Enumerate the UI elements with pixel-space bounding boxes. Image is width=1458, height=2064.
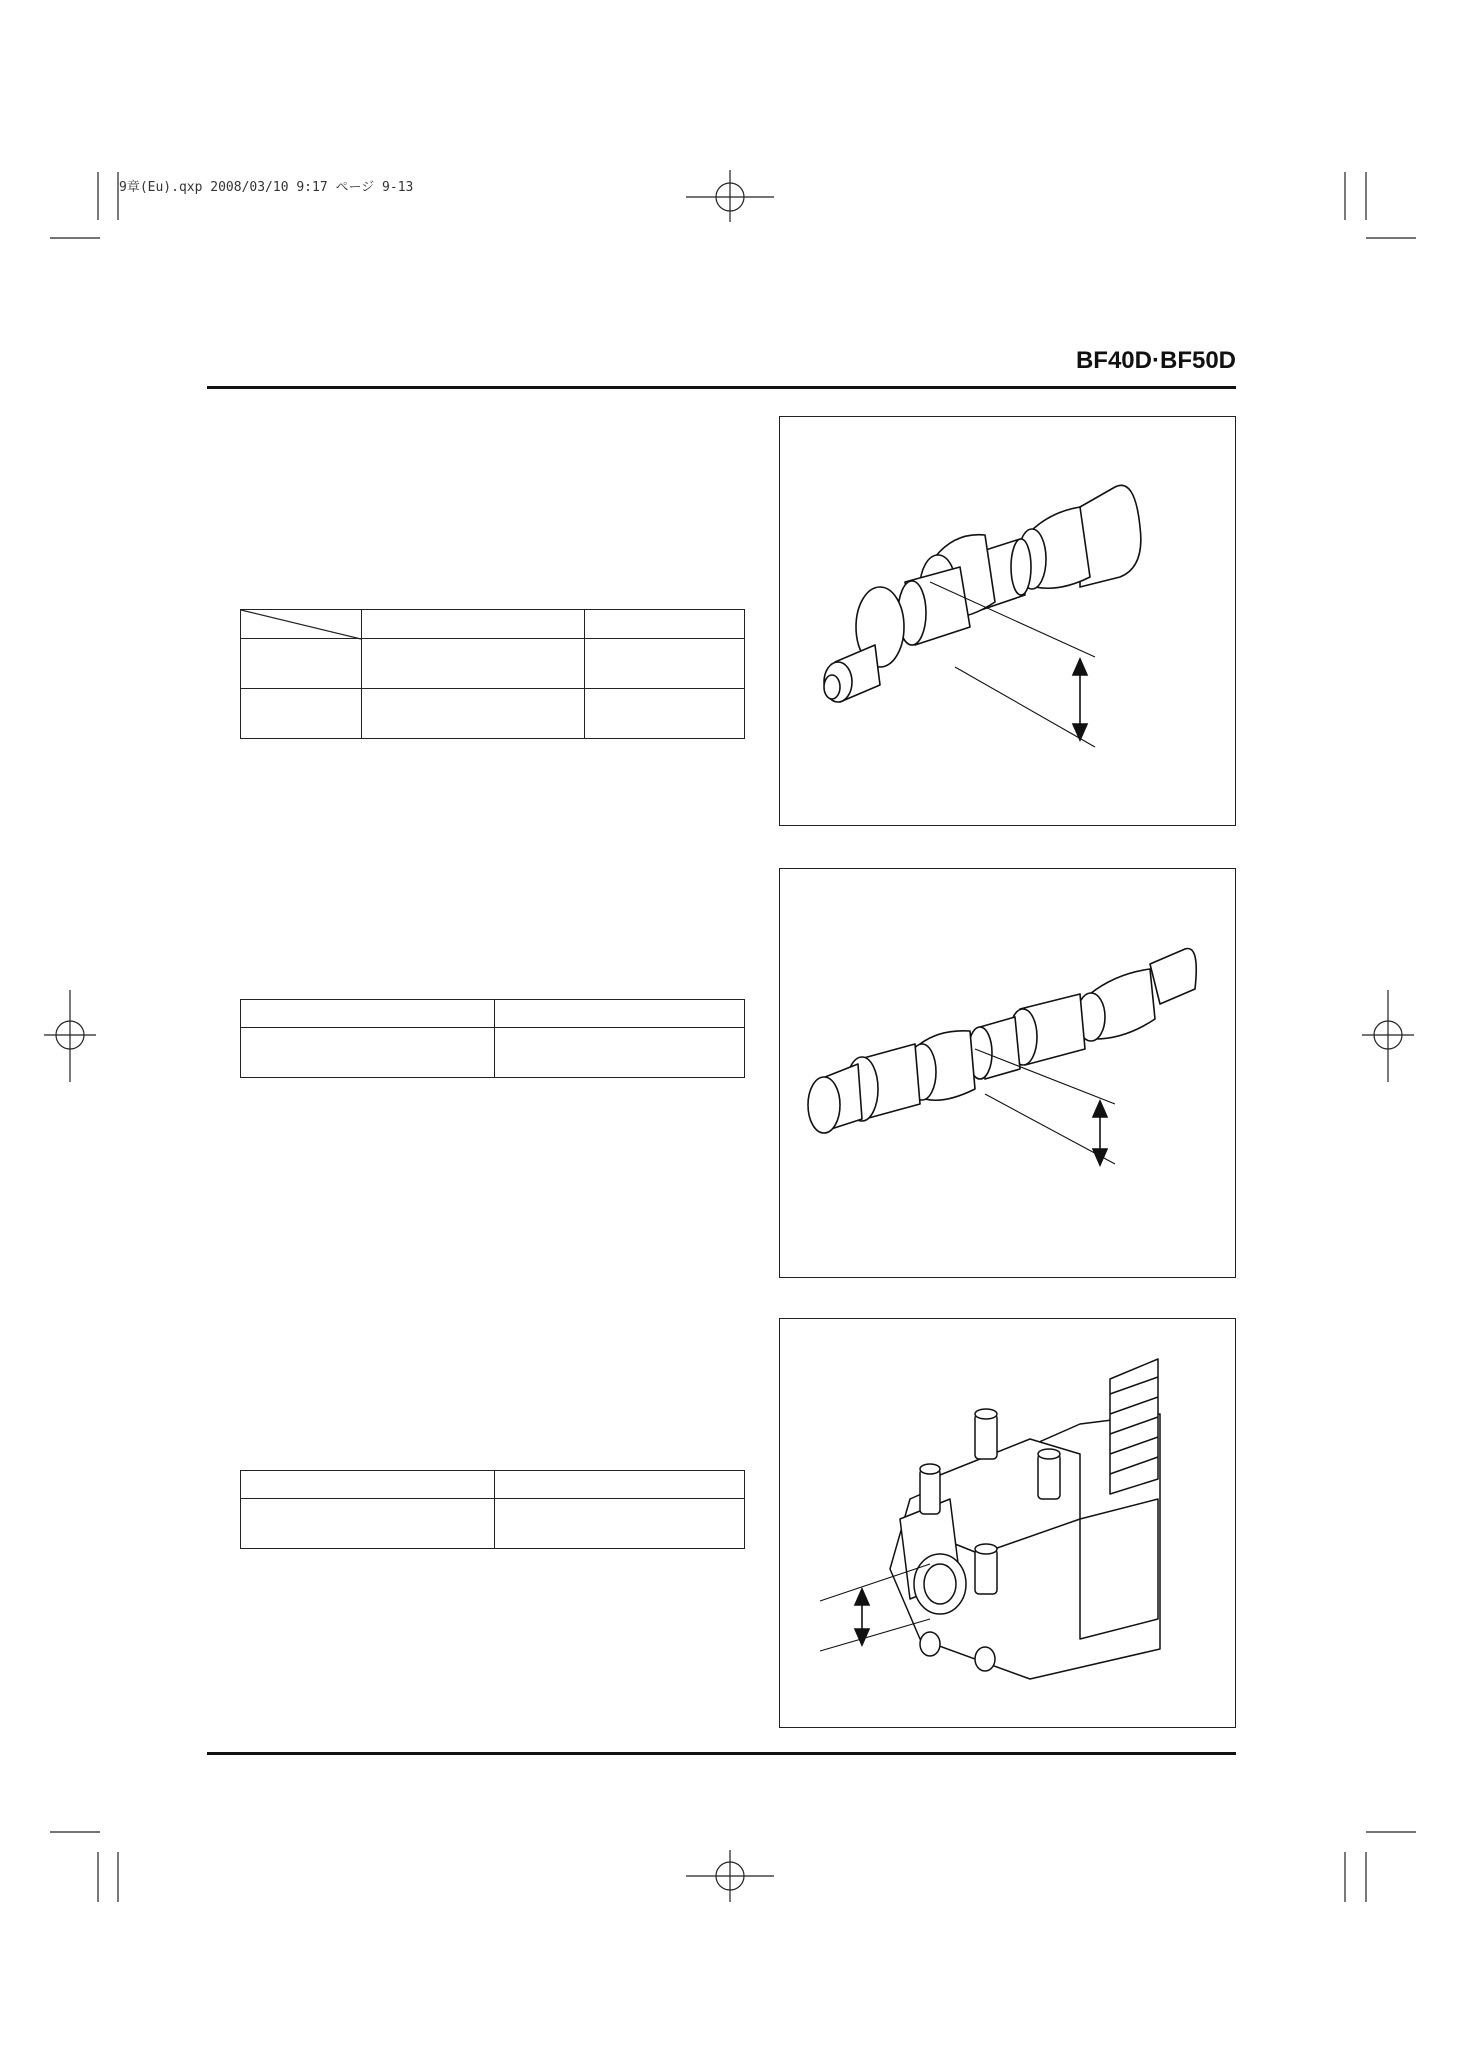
table-cell [362,610,585,639]
table-cell [241,689,362,739]
spec-table-1 [240,609,745,739]
table-cell [241,639,362,689]
table-cell [495,1028,745,1078]
camshaft-illustration-icon [780,869,1237,1279]
table-cell [585,610,745,639]
table-cell [495,1471,745,1499]
spec-table-3 [240,1470,745,1549]
table-cell [241,1499,495,1549]
table-cell [241,1028,495,1078]
figure-cylinder-head [779,1318,1236,1728]
footer-rule [207,1752,1236,1755]
diagonal-line [241,610,361,639]
print-slug: 9章(Eu).qxp 2008/03/10 9:17 ページ 9-13 [119,180,414,195]
camshaft-illustration-icon [780,417,1237,827]
table-corner-cell [241,610,362,639]
header-rule [207,386,1236,389]
table-cell [495,1000,745,1028]
model-header: BF40D·BF50D [1075,347,1236,374]
figure-camshaft-journal [779,868,1236,1278]
spec-table-2 [240,999,745,1078]
figure-camshaft-lobe [779,416,1236,826]
table-cell [585,639,745,689]
table-cell [241,1471,495,1499]
cylinder-head-illustration-icon [780,1319,1237,1729]
table-cell [241,1000,495,1028]
table-cell [585,689,745,739]
table-cell [362,639,585,689]
table-cell [362,689,585,739]
table-cell [495,1499,745,1549]
